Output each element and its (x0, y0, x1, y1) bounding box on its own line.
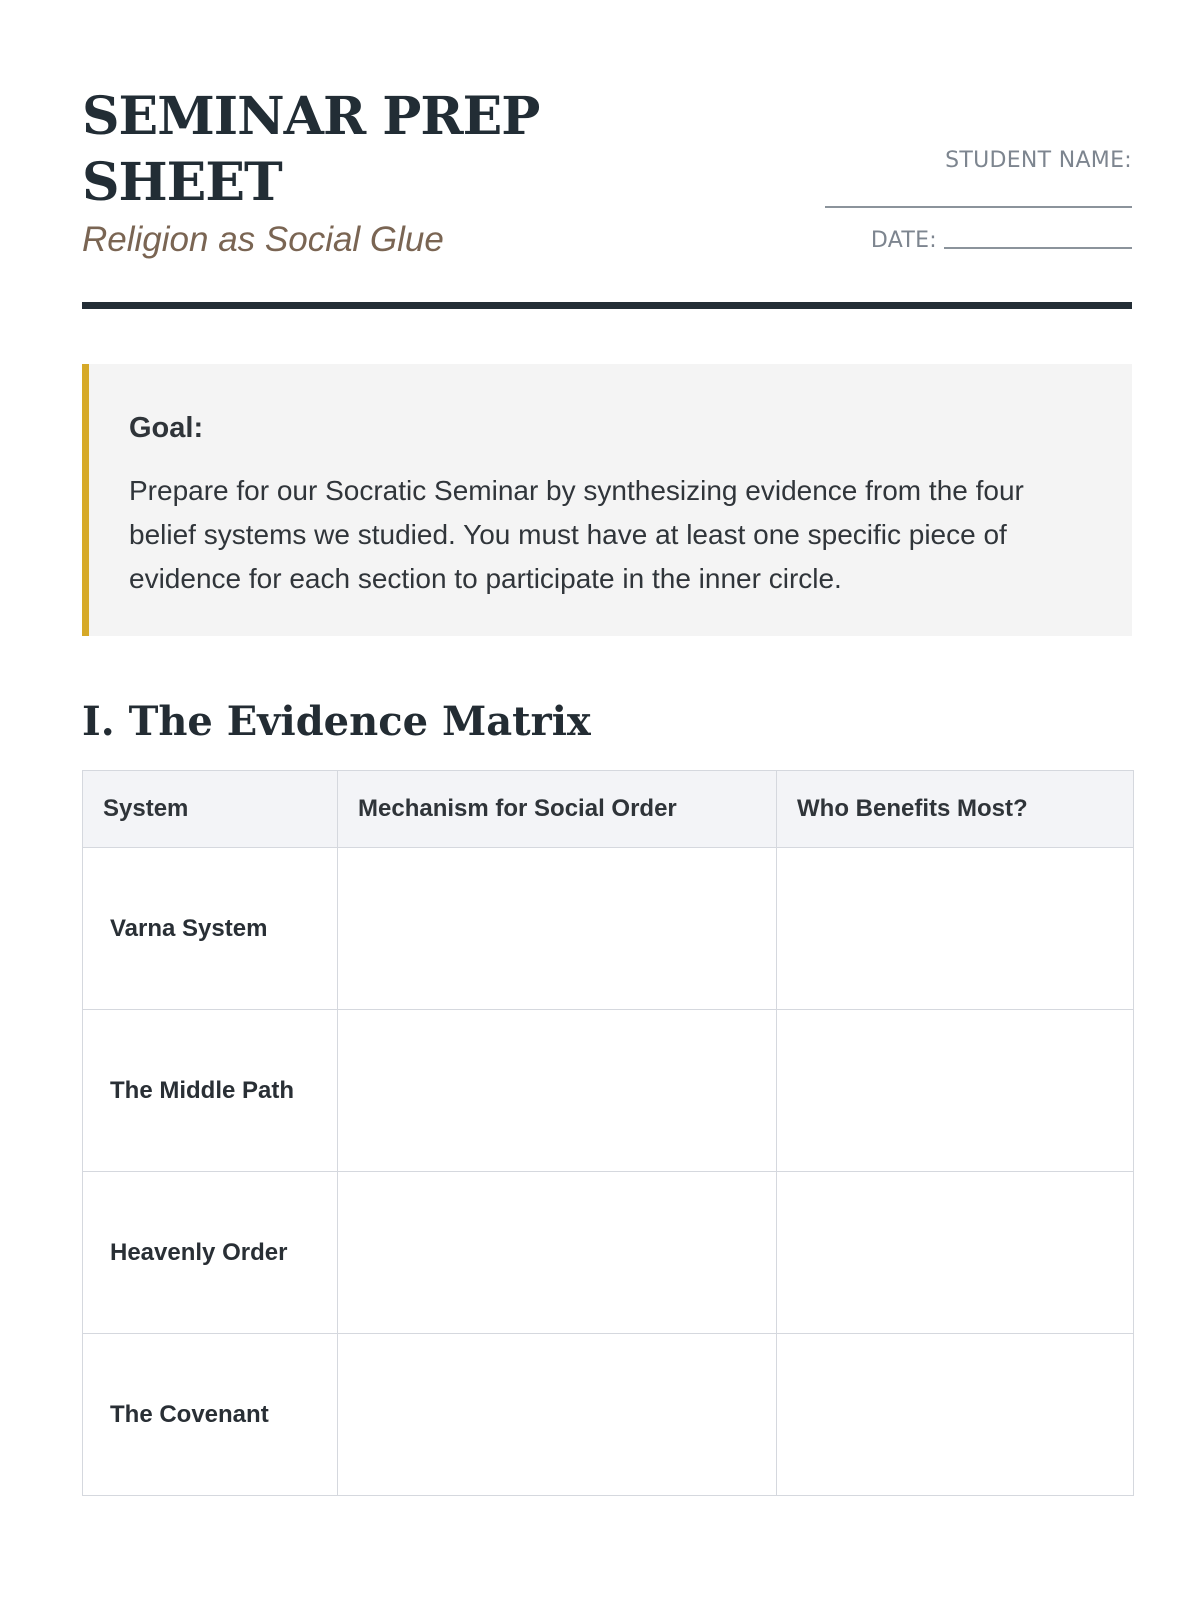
table-row (83, 1010, 1134, 1172)
mechanism-cell[interactable] (338, 848, 777, 1010)
date-field[interactable] (944, 247, 1132, 249)
student-info (792, 148, 1132, 253)
beneficiary-cell[interactable] (777, 1172, 1134, 1334)
evidence-matrix-table (82, 770, 1134, 1496)
goal-callout (82, 364, 1132, 636)
student-name-label: STUDENT NAME: (945, 148, 1132, 173)
system-name-cell: Heavenly Order (83, 1172, 338, 1334)
beneficiary-cell[interactable] (777, 1334, 1134, 1496)
header-divider (82, 302, 1132, 309)
system-name-cell: The Covenant (83, 1334, 338, 1496)
page-title (82, 84, 539, 216)
column-header-beneficiary: Who Benefits Most? (777, 771, 1134, 848)
beneficiary-cell[interactable] (777, 1010, 1134, 1172)
date-label: DATE: (870, 228, 937, 253)
student-name-field[interactable] (825, 206, 1132, 208)
table-row (83, 1172, 1134, 1334)
goal-text: Prepare for our Socratic Seminar by synthesizing evidence from the four belief systems we studied. You must have at least one specific piece of evidence for each section to participate in the inner circle. (129, 475, 1024, 594)
title-line-2: SHEET (82, 152, 282, 213)
column-header-system: System (83, 771, 338, 848)
seminar-prep-sheet (82, 0, 1132, 1428)
table-body (83, 848, 1134, 1496)
table-header-row (83, 771, 1134, 848)
mechanism-cell[interactable] (338, 1010, 777, 1172)
mechanism-cell[interactable] (338, 1172, 777, 1334)
table-row (83, 1334, 1134, 1496)
column-header-mechanism: Mechanism for Social Order (338, 771, 777, 848)
page-subtitle: Religion as Social Glue (82, 220, 444, 259)
mechanism-cell[interactable] (338, 1334, 777, 1496)
date-row (871, 228, 1132, 253)
section-heading: I. The Evidence Matrix (82, 698, 591, 745)
sheet-header (82, 0, 1132, 310)
table-header (83, 771, 1134, 848)
system-name-cell: Varna System (83, 848, 338, 1010)
beneficiary-cell[interactable] (777, 848, 1134, 1010)
system-name-cell: The Middle Path (83, 1010, 338, 1172)
table-row (83, 848, 1134, 1010)
title-line-1: SEMINAR PREP (82, 86, 540, 147)
goal-heading: Goal: (129, 412, 204, 444)
